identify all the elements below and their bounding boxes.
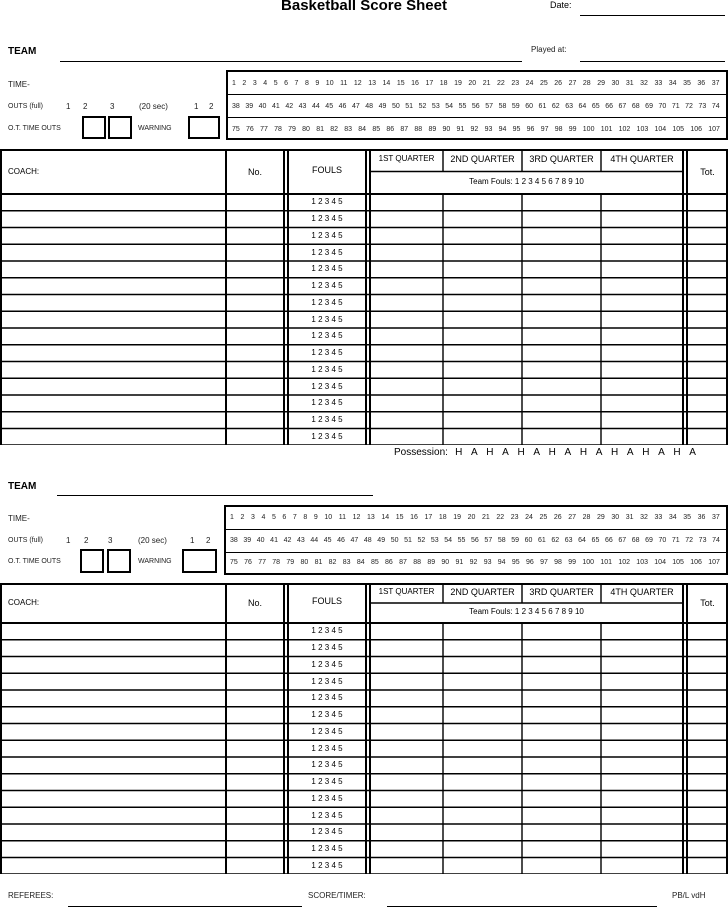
number-header: No. — [247, 598, 262, 608]
credit-text: PB/L vdH — [672, 891, 706, 900]
time-row-2: 38 39 40 41 42 43 44 45 46 47 48 49 50 51 52 53 54 55 56 57 58 59 60 61 62 63 64 65 66 67 68 69 70 71 72 73 74 — [232, 103, 720, 110]
possession-mark[interactable]: A — [689, 447, 696, 458]
time-label: TIME- — [8, 514, 30, 523]
fouls-cell[interactable]: 1 2 3 4 5 — [311, 844, 343, 854]
twenty-sec-num-2: 2 — [206, 536, 211, 545]
ot-timeout-box-1[interactable] — [82, 116, 106, 139]
fouls-cell[interactable]: 1 2 3 4 5 — [311, 626, 343, 636]
fouls-cell[interactable]: 1 2 3 4 5 — [311, 214, 343, 224]
date-label: Date: — [550, 0, 572, 10]
fouls-cell[interactable]: 1 2 3 4 5 — [311, 331, 343, 341]
twenty-sec-num-1: 1 — [194, 102, 199, 111]
fouls-cell[interactable]: 1 2 3 4 5 — [311, 197, 343, 207]
quarter-4-header: 4TH QUARTER — [610, 587, 674, 597]
fouls-cell[interactable]: 1 2 3 4 5 — [311, 247, 343, 257]
possession-mark[interactable]: A — [658, 447, 665, 458]
score-timer-field[interactable] — [387, 906, 657, 907]
possession-mark[interactable]: A — [502, 447, 509, 458]
warning-box[interactable] — [182, 549, 217, 573]
fouls-cell[interactable]: 1 2 3 4 5 — [311, 760, 343, 770]
fouls-cell[interactable]: 1 2 3 4 5 — [311, 710, 343, 720]
quarter-4-header: 4TH QUARTER — [610, 154, 674, 165]
outs-num-3: 3 — [108, 536, 113, 545]
roster-table-1 — [0, 149, 728, 446]
score-timer-label: SCORE/TIMER: — [308, 891, 366, 900]
twenty-sec-label: (20 sec) — [139, 102, 168, 111]
fouls-cell[interactable]: 1 2 3 4 5 — [311, 230, 343, 240]
ot-timeout-box-1[interactable] — [80, 549, 104, 573]
fouls-cell[interactable]: 1 2 3 4 5 — [311, 364, 343, 374]
referees-label: REFEREES: — [8, 891, 54, 900]
warning-label: WARNING — [138, 125, 172, 132]
time-row-3: 75 76 77 78 79 80 81 82 83 84 85 86 87 88 89 90 91 92 93 94 95 96 97 98 99 100 101 102 103 104 105 106 107 — [232, 126, 720, 133]
possession-mark[interactable]: A — [533, 447, 541, 458]
fouls-cell[interactable]: 1 2 3 4 5 — [311, 676, 343, 686]
ot-timeout-box-2[interactable] — [108, 116, 132, 139]
possession-mark[interactable]: H — [579, 447, 588, 458]
time-row-1: 1 2 3 4 5 6 7 8 9 10 11 12 13 14 15 16 17 18 19 20 21 22 23 24 25 26 27 28 29 30 31 32 33 34 35 36 37 — [230, 514, 720, 521]
possession-label: Possession: — [394, 447, 448, 458]
page-title: Basketball Score Sheet — [281, 0, 447, 14]
quarter-3-header: 3RD QUARTER — [529, 587, 594, 597]
twenty-sec-label: (20 sec) — [138, 536, 167, 545]
possession-marks — [451, 447, 701, 458]
team-fouls-label: Team Fouls: 1 2 3 4 5 6 7 8 9 10 — [469, 176, 584, 186]
quarter-2-header: 2ND QUARTER — [450, 587, 515, 597]
warning-box[interactable] — [188, 116, 220, 139]
fouls-cell[interactable]: 1 2 3 4 5 — [311, 281, 343, 291]
ot-timeouts-label: O.T. TIME OUTS — [8, 125, 61, 132]
team-name-field[interactable] — [60, 61, 522, 62]
team-name-field[interactable] — [57, 495, 373, 496]
fouls-cell[interactable]: 1 2 3 4 5 — [311, 793, 343, 803]
twenty-sec-num-1: 1 — [190, 536, 195, 545]
quarter-1-header: 1ST QUARTER — [378, 587, 435, 596]
coach-label: COACH: — [8, 166, 40, 176]
outs-num-1: 1 — [66, 102, 71, 111]
possession-mark[interactable]: H — [455, 447, 463, 458]
fouls-cell[interactable]: 1 2 3 4 5 — [311, 827, 343, 837]
outs-num-3: 3 — [110, 102, 115, 111]
quarter-3-header: 3RD QUARTER — [529, 154, 594, 165]
possession-mark[interactable]: A — [470, 447, 478, 458]
played-at-label: Played at: — [531, 45, 567, 54]
fouls-cell[interactable]: 1 2 3 4 5 — [311, 398, 343, 408]
outs-num-2: 2 — [83, 102, 88, 111]
quarter-1-header: 1ST QUARTER — [378, 154, 435, 164]
fouls-cell[interactable]: 1 2 3 4 5 — [311, 726, 343, 736]
fouls-cell[interactable]: 1 2 3 4 5 — [311, 693, 343, 703]
fouls-cell[interactable]: 1 2 3 4 5 — [311, 381, 343, 391]
possession-mark[interactable]: A — [564, 447, 572, 458]
fouls-cell[interactable]: 1 2 3 4 5 — [311, 810, 343, 820]
fouls-header: FOULS — [311, 164, 342, 175]
fouls-cell[interactable]: 1 2 3 4 5 — [311, 348, 343, 358]
played-at-field[interactable] — [580, 61, 725, 62]
time-row-3: 75 76 77 78 79 80 81 82 83 84 85 86 87 88 89 90 91 92 93 94 95 96 97 98 99 100 101 102 103 104 105 106 107 — [230, 559, 720, 566]
ot-timeout-box-2[interactable] — [107, 549, 131, 573]
quarter-2-header: 2ND QUARTER — [450, 154, 515, 165]
fouls-cell[interactable]: 1 2 3 4 5 — [311, 643, 343, 653]
fouls-cell[interactable]: 1 2 3 4 5 — [311, 743, 343, 753]
twenty-sec-num-2: 2 — [209, 102, 214, 111]
total-header: Tot. — [700, 166, 715, 177]
referees-field[interactable] — [68, 906, 302, 907]
number-header: No. — [247, 166, 262, 177]
coach-label: COACH: — [8, 598, 40, 607]
fouls-cell[interactable]: 1 2 3 4 5 — [311, 659, 343, 669]
possession-row — [394, 447, 700, 458]
time-row-1: 1 2 3 4 5 6 7 8 9 10 11 12 13 14 15 16 17 18 19 20 21 22 23 24 25 26 27 28 29 30 31 32 33 34 35 36 37 — [232, 80, 720, 87]
roster-table-2 — [0, 583, 728, 875]
fouls-cell[interactable]: 1 2 3 4 5 — [311, 264, 343, 274]
possession-mark[interactable]: A — [595, 447, 603, 458]
possession-mark[interactable]: H — [673, 447, 681, 458]
possession-mark[interactable]: H — [611, 447, 619, 458]
fouls-cell[interactable]: 1 2 3 4 5 — [311, 431, 343, 441]
fouls-cell[interactable]: 1 2 3 4 5 — [311, 314, 343, 324]
ot-timeouts-label: O.T. TIME OUTS — [8, 558, 61, 565]
outs-num-2: 2 — [84, 536, 89, 545]
possession-mark[interactable]: H — [486, 447, 494, 458]
date-field[interactable] — [580, 15, 725, 16]
possession-mark[interactable]: H — [548, 447, 556, 458]
total-header: Tot. — [700, 598, 715, 608]
team-label: TEAM — [8, 46, 37, 57]
possession-mark[interactable]: H — [517, 447, 525, 458]
outs-label: OUTS (full) — [8, 103, 43, 110]
outs-num-1: 1 — [66, 536, 71, 545]
possession-mark[interactable]: H — [642, 447, 650, 458]
warning-label: WARNING — [138, 558, 172, 565]
team-fouls-label: Team Fouls: 1 2 3 4 5 6 7 8 9 10 — [469, 607, 584, 616]
fouls-cell[interactable]: 1 2 3 4 5 — [311, 777, 343, 787]
outs-label: OUTS (full) — [8, 537, 43, 544]
fouls-header: FOULS — [311, 596, 342, 606]
fouls-cell[interactable]: 1 2 3 4 5 — [311, 415, 343, 425]
fouls-cell[interactable]: 1 2 3 4 5 — [311, 860, 343, 870]
time-label: TIME- — [8, 80, 30, 89]
fouls-cell[interactable]: 1 2 3 4 5 — [311, 297, 343, 307]
team-label: TEAM — [8, 481, 37, 492]
possession-mark[interactable]: A — [626, 447, 634, 458]
time-row-2: 38 39 40 41 42 43 44 45 46 47 48 49 50 51 52 53 54 55 56 57 58 59 60 61 62 63 64 65 66 67 68 69 70 71 72 73 74 — [230, 537, 720, 544]
